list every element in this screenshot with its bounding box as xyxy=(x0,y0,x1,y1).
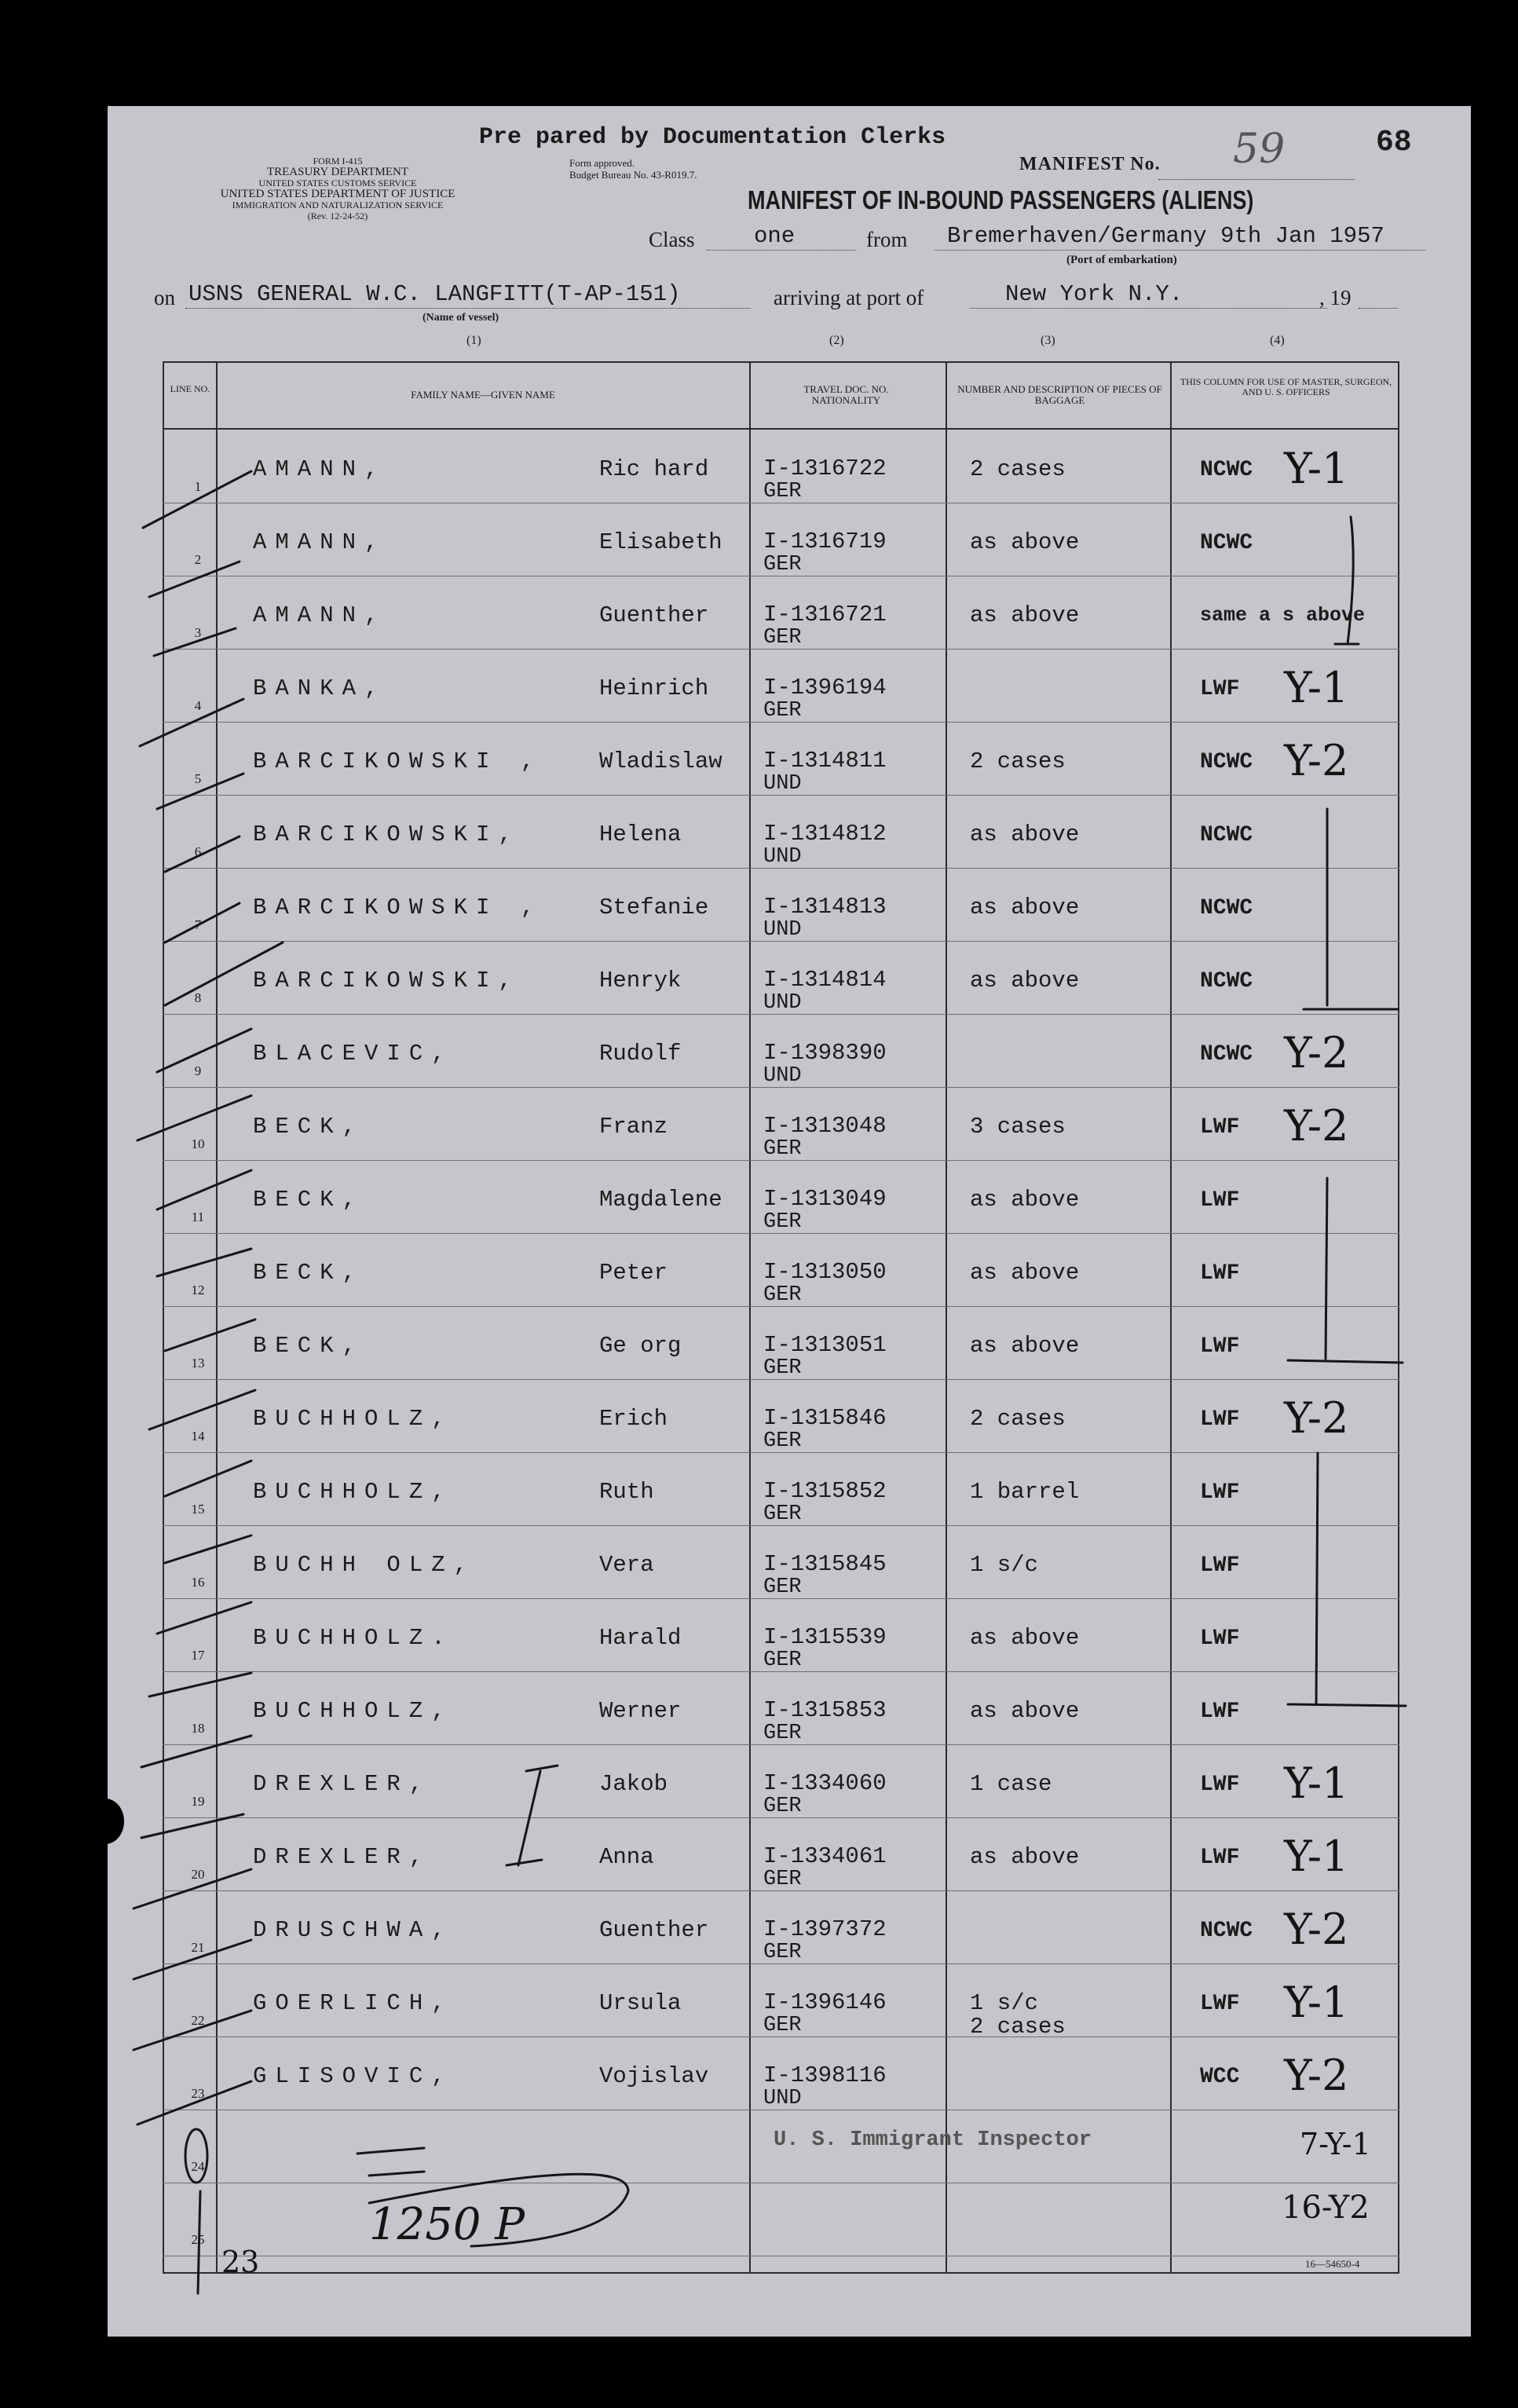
agency-code: same a s above xyxy=(1200,604,1366,627)
agency-code: NCWC xyxy=(1200,1042,1253,1067)
agency-code: WCC xyxy=(1200,2065,1240,2089)
travel-doc-number: I-1396194 xyxy=(763,675,887,701)
family-name: GOERLICH, xyxy=(253,1990,454,2016)
row-line-number: 22 xyxy=(191,2013,205,2028)
travel-doc-number: I-1313049 xyxy=(763,1186,887,1212)
agency-code: LWF xyxy=(1200,1553,1240,1578)
given-name: Franz xyxy=(599,1114,668,1140)
page-number: 68 xyxy=(1376,126,1412,159)
travel-doc-number: I-1313050 xyxy=(763,1259,887,1285)
agency-code: NCWC xyxy=(1200,823,1253,847)
nationality: GER xyxy=(763,1429,802,1453)
form-line: FORM I-415 xyxy=(313,156,363,167)
family-name: DRUSCHWA, xyxy=(253,1917,454,1943)
given-name: Ric hard xyxy=(599,456,709,482)
nationality: GER xyxy=(763,1575,802,1599)
row-line-number: 5 xyxy=(194,771,202,786)
baggage-description: 3 cases xyxy=(970,1114,1066,1140)
family-name: BUCHH OLZ, xyxy=(253,1552,477,1578)
given-name: Peter xyxy=(599,1260,668,1286)
nationality: UND xyxy=(763,2087,802,2110)
family-name: BARCIKOWSKI , xyxy=(253,748,543,774)
row-line-number: 18 xyxy=(191,1721,205,1736)
baggage-description: as above xyxy=(970,1625,1080,1651)
travel-doc-number: I-1315539 xyxy=(763,1624,887,1650)
nationality: UND xyxy=(763,991,802,1015)
travel-doc-number: I-1314811 xyxy=(763,748,887,774)
agency-code: LWF xyxy=(1200,1261,1240,1286)
given-name: Anna xyxy=(599,1844,654,1870)
given-name: Elisabeth xyxy=(599,529,722,555)
row-line-number: 20 xyxy=(191,1867,205,1882)
given-name: Rudolf xyxy=(599,1041,682,1067)
given-name: Ge org xyxy=(599,1333,682,1359)
arriving-label: arriving at port of xyxy=(774,286,924,309)
given-name: Vojislav xyxy=(599,2063,709,2089)
given-name: Helena xyxy=(599,822,682,847)
given-name: Heinrich xyxy=(599,675,709,701)
given-name: Henryk xyxy=(599,968,682,994)
given-name: Guenther xyxy=(599,1917,709,1943)
family-name: BECK, xyxy=(253,1114,365,1140)
travel-doc-number: I-1397372 xyxy=(763,1916,887,1942)
baggage-description: as above xyxy=(970,895,1080,920)
nationality: GER xyxy=(763,1649,802,1672)
family-name: BUCHHOLZ, xyxy=(253,1698,454,1724)
agency-code: LWF xyxy=(1200,1773,1240,1797)
nationality: GER xyxy=(763,1283,802,1307)
from-value: Bremerhaven/Germany 9th Jan 1957 xyxy=(947,223,1384,249)
inspector-mark: Y-2 xyxy=(1284,1905,1349,1954)
nationality: GER xyxy=(763,1210,802,1234)
family-name: BARCIKOWSKI , xyxy=(253,895,543,920)
family-name: BECK, xyxy=(253,1260,365,1286)
year-label: , 19 xyxy=(1319,286,1352,309)
family-name: BECK, xyxy=(253,1333,365,1359)
row-line-number: 9 xyxy=(194,1063,202,1078)
row-line-number: 16 xyxy=(191,1575,205,1590)
form-line: UNITED STATES CUSTOMS SERVICE xyxy=(258,177,417,188)
punch-hole-left xyxy=(31,1422,74,1464)
from-label: from xyxy=(866,228,908,251)
given-name: Magdalene xyxy=(599,1187,722,1213)
family-name: GLISOVIC, xyxy=(253,2063,454,2089)
vessel-underline xyxy=(185,308,751,309)
nationality: UND xyxy=(763,772,802,796)
nationality: GER xyxy=(763,553,802,576)
row-line-number: 3 xyxy=(194,625,202,640)
prepared-by: Pre pared by Documentation Clerks xyxy=(479,124,946,151)
class-label: Class xyxy=(649,228,695,251)
nationality: UND xyxy=(763,918,802,942)
nationality: GER xyxy=(763,1795,802,1818)
agency-code: NCWC xyxy=(1200,896,1253,920)
nationality: GER xyxy=(763,1502,802,1526)
vessel-caption: (Name of vessel) xyxy=(422,312,499,324)
inspector-mark: Y-2 xyxy=(1284,2051,1349,2100)
manifest-number: 59 xyxy=(1233,126,1286,173)
col-header-line-no: LINE NO. xyxy=(170,383,210,394)
inspector-mark: Y-1 xyxy=(1284,444,1349,493)
row-line-number: 11 xyxy=(191,1209,205,1224)
row-line-number: 24 xyxy=(191,2159,205,2174)
row-line-number: 19 xyxy=(191,1794,205,1809)
port-caption: (Port of embarkation) xyxy=(1066,254,1177,266)
travel-doc-number: I-1314812 xyxy=(763,821,887,847)
inspector-mark: Y-1 xyxy=(1284,1978,1349,2027)
given-name: Vera xyxy=(599,1552,654,1578)
row-line-number: 1 xyxy=(194,479,202,494)
nationality: GER xyxy=(763,1137,802,1161)
nationality: UND xyxy=(763,1064,802,1088)
agency-code: LWF xyxy=(1200,1627,1240,1651)
travel-doc-number: I-1314814 xyxy=(763,967,887,993)
inspector-mark: Y-2 xyxy=(1284,1028,1349,1078)
agency-code: LWF xyxy=(1200,1846,1240,1870)
row-line-number: 13 xyxy=(191,1356,205,1371)
agency-code: NCWC xyxy=(1200,458,1253,482)
agency-code: LWF xyxy=(1200,1992,1240,2016)
baggage-description: as above xyxy=(970,602,1080,628)
manifest-title: MANIFEST OF IN-BOUND PASSENGERS (ALIENS) xyxy=(748,185,1254,214)
agency-code: NCWC xyxy=(1200,969,1253,994)
given-name: Werner xyxy=(599,1698,682,1724)
col-header-travel-doc: TRAVEL DOC. NO. NATIONALITY xyxy=(803,383,889,406)
form-line: IMMIGRATION AND NATURALIZATION SERVICE xyxy=(232,199,444,210)
travel-doc-number: I-1315846 xyxy=(763,1405,887,1431)
form-approval xyxy=(569,157,697,181)
class-underline xyxy=(707,250,856,251)
inspector-mark: Y-1 xyxy=(1284,1758,1349,1808)
row-line-number: 17 xyxy=(191,1648,205,1663)
on-label: on xyxy=(154,286,175,309)
given-name: Erich xyxy=(599,1406,668,1432)
baggage-description: as above xyxy=(970,1333,1080,1359)
from-underline xyxy=(935,250,1425,251)
inspector-mark: Y-2 xyxy=(1284,736,1349,785)
travel-doc-number: I-1315845 xyxy=(763,1551,887,1577)
family-name: AMANN, xyxy=(253,602,387,628)
given-name: Harald xyxy=(599,1625,682,1651)
travel-doc-number: I-1398390 xyxy=(763,1040,887,1066)
family-name: BARCIKOWSKI, xyxy=(253,822,521,847)
col-header-baggage: NUMBER AND DESCRIPTION OF PIECES OF BAGGAGE xyxy=(957,383,1162,406)
family-name: AMANN, xyxy=(253,529,387,555)
agency-code: LWF xyxy=(1200,1407,1240,1432)
travel-doc-number: I-1316722 xyxy=(763,456,887,481)
nationality: GER xyxy=(763,1356,802,1380)
manifest-underline xyxy=(1158,179,1355,180)
inspector-stamp: U. S. Immigrant Inspector xyxy=(774,2128,1092,2152)
baggage-description: as above xyxy=(970,1844,1080,1870)
handwritten-count: 23 xyxy=(221,2245,260,2279)
agency-code: NCWC xyxy=(1200,1919,1253,1943)
agency-code: LWF xyxy=(1200,1115,1240,1140)
given-name: Ursula xyxy=(599,1990,682,2016)
tally-2: 16-Y2 xyxy=(1282,2190,1370,2226)
travel-doc-number: I-1334060 xyxy=(763,1770,887,1796)
nationality: GER xyxy=(763,480,802,503)
baggage-description: 1 s/c xyxy=(970,1990,1039,2016)
family-name: BUCHHOLZ, xyxy=(253,1406,454,1432)
baggage-description: 2 cases xyxy=(970,456,1066,482)
baggage-description: 2 cases xyxy=(970,748,1066,774)
family-name: BECK, xyxy=(253,1187,365,1213)
approval-line: Form approved. xyxy=(569,157,635,169)
agency-code: LWF xyxy=(1200,1700,1240,1724)
nationality: GER xyxy=(763,1722,802,1745)
col-num-2: (2) xyxy=(829,334,844,347)
agency-code: NCWC xyxy=(1200,531,1253,555)
given-name: Stefanie xyxy=(599,895,709,920)
family-name: AMANN, xyxy=(253,456,387,482)
travel-doc-number: I-1316719 xyxy=(763,529,887,554)
print-code: 16—54650-4 xyxy=(1305,2258,1360,2270)
col-num-4: (4) xyxy=(1270,334,1285,347)
row-line-number: 12 xyxy=(191,1283,205,1297)
family-name: BANKA, xyxy=(253,675,387,701)
tally-1: 7-Y-1 xyxy=(1300,2127,1371,2161)
baggage-description: 1 barrel xyxy=(970,1479,1080,1505)
baggage-description: as above xyxy=(970,822,1080,847)
inspector-mark: Y-1 xyxy=(1284,663,1349,712)
baggage-description-2: 2 cases xyxy=(970,2014,1066,2040)
family-name: BLACEVIC, xyxy=(253,1041,454,1067)
nationality: GER xyxy=(763,1941,802,1964)
travel-doc-number: I-1315853 xyxy=(763,1697,887,1723)
nationality: GER xyxy=(763,699,802,723)
form-info-block xyxy=(153,156,522,221)
given-name: Guenther xyxy=(599,602,709,628)
year-underline xyxy=(1359,308,1398,309)
baggage-description: as above xyxy=(970,529,1080,555)
travel-doc-number: I-1315852 xyxy=(763,1478,887,1504)
handwritten-sum: 1250 P xyxy=(369,2199,525,2250)
row-line-number: 23 xyxy=(191,2086,205,2101)
punch-hole-left-lower xyxy=(86,1799,124,1844)
agency-code: LWF xyxy=(1200,1188,1240,1213)
baggage-description: as above xyxy=(970,968,1080,994)
baggage-description: 1 case xyxy=(970,1771,1052,1797)
row-line-number: 8 xyxy=(194,990,202,1005)
baggage-description: 1 s/c xyxy=(970,1552,1039,1578)
agency-code: LWF xyxy=(1200,1480,1240,1505)
row-line-number: 14 xyxy=(191,1429,205,1444)
travel-doc-number: I-1313048 xyxy=(763,1113,887,1139)
approval-line: Budget Bureau No. 43-R019.7. xyxy=(569,169,697,181)
form-line: (Rev. 12-24-52) xyxy=(307,210,368,221)
col-header-name: FAMILY NAME—GIVEN NAME xyxy=(411,389,555,401)
arrival-port: New York N.Y. xyxy=(1005,281,1183,307)
family-name: BARCIKOWSKI, xyxy=(253,968,521,994)
travel-doc-number: I-1396146 xyxy=(763,1989,887,2015)
row-line-number: 25 xyxy=(191,2232,205,2247)
baggage-description: as above xyxy=(970,1260,1080,1286)
form-line: TREASURY DEPARTMENT xyxy=(266,166,409,178)
row-line-number: 4 xyxy=(194,698,202,713)
nationality: GER xyxy=(763,1868,802,1891)
port-underline xyxy=(970,308,1327,309)
class-value: one xyxy=(754,223,796,249)
nationality: GER xyxy=(763,2014,802,2037)
inspector-mark: Y-2 xyxy=(1284,1393,1349,1443)
agency-code: NCWC xyxy=(1200,750,1253,774)
row-line-number: 6 xyxy=(194,844,202,859)
nationality: UND xyxy=(763,845,802,869)
travel-doc-number: I-1314813 xyxy=(763,894,887,920)
travel-doc-number: I-1334061 xyxy=(763,1843,887,1869)
header-rule xyxy=(163,428,1399,430)
given-name: Wladislaw xyxy=(599,748,722,774)
travel-doc-number: I-1398116 xyxy=(763,2062,887,2088)
given-name: Jakob xyxy=(599,1771,668,1797)
agency-code: LWF xyxy=(1200,677,1240,701)
family-name: DREXLER, xyxy=(253,1771,432,1797)
col-header-officers: THIS COLUMN FOR USE OF MASTER, SURGEON, AND U. S. OFFICERS xyxy=(1180,376,1392,397)
given-name: Ruth xyxy=(599,1479,654,1505)
inspector-mark: Y-1 xyxy=(1284,1832,1349,1881)
row-line-number: 7 xyxy=(194,917,202,932)
row-line-number: 10 xyxy=(191,1136,205,1151)
vessel-name: USNS GENERAL W.C. LANGFITT(T-AP-151) xyxy=(188,281,681,307)
col-num-3: (3) xyxy=(1041,334,1055,347)
baggage-description: as above xyxy=(970,1187,1080,1213)
nationality: GER xyxy=(763,626,802,650)
col-num-1: (1) xyxy=(466,334,481,347)
form-line: UNITED STATES DEPARTMENT OF JUSTICE xyxy=(220,188,455,200)
inspector-mark: Y-2 xyxy=(1284,1101,1349,1151)
travel-doc-number: I-1313051 xyxy=(763,1332,887,1358)
row-line-number: 2 xyxy=(194,552,202,567)
agency-code: LWF xyxy=(1200,1334,1240,1359)
family-name: BUCHHOLZ, xyxy=(253,1479,454,1505)
family-name: BUCHHOLZ. xyxy=(253,1625,454,1651)
row-line-number: 21 xyxy=(191,1940,205,1955)
baggage-description: 2 cases xyxy=(970,1406,1066,1432)
row-line-number: 15 xyxy=(191,1502,205,1517)
family-name: DREXLER, xyxy=(253,1844,432,1870)
baggage-description: as above xyxy=(970,1698,1080,1724)
manifest-label: MANIFEST No. xyxy=(1019,154,1161,174)
travel-doc-number: I-1316721 xyxy=(763,602,887,628)
